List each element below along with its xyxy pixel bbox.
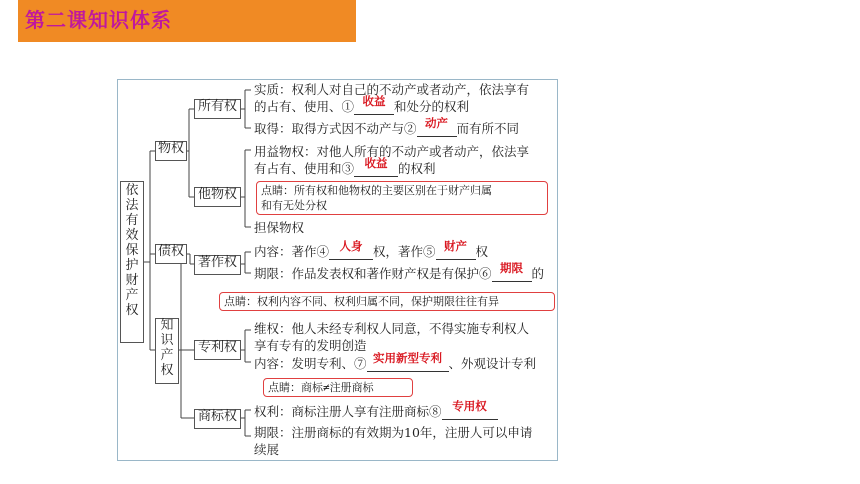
answer-1: 收益 bbox=[362, 94, 386, 108]
suoyouquan-shizhi-line2: 的占有、使用、① 收益 和处分的权利 bbox=[254, 94, 470, 114]
page-title: 第二课知识体系 bbox=[25, 8, 172, 32]
node-zhuzuoquan: 著作权 bbox=[194, 255, 241, 275]
node-wuquan: 物权 bbox=[155, 141, 187, 161]
answer-2: 动产 bbox=[425, 116, 449, 130]
tawuquan-yongyi-line1: 用益物权：对他人所有的不动产或者动产，依法享 bbox=[254, 144, 530, 159]
tawuquan-danbao: 担保物权 bbox=[254, 220, 305, 235]
shangbiaoquan-qixian-line2: 续展 bbox=[254, 442, 280, 457]
node-zhaiquan: 债权 bbox=[155, 244, 187, 264]
answer-3: 收益 bbox=[364, 156, 388, 170]
shangbiaoquan-quanli: 权利：商标注册人享有注册商标⑧ 专用权 bbox=[254, 403, 498, 420]
tawuquan-yongyi-line2: 有占有、使用和③ 收益 的权利 bbox=[254, 156, 436, 176]
node-suoyouquan: 所有权 bbox=[194, 99, 241, 119]
root-node: 依法有效保护财产权 bbox=[120, 181, 144, 343]
zhuzuoquan-neirong: 内容：著作④ 人身 权，著作⑤ 财产 权 bbox=[254, 239, 489, 259]
answer-4: 人身 bbox=[339, 239, 363, 253]
zhuzuoquan-qixian: 期限：作品发表权和著作财产权是有保护⑥ 期限 的 bbox=[254, 261, 545, 281]
answer-7: 实用新型专利 bbox=[373, 351, 443, 365]
suoyouquan-qude: 取得：取得方式因不动产与② 动产 而有所不同 bbox=[254, 116, 520, 136]
node-zhishi: 知识产权 bbox=[155, 318, 179, 384]
zhuanliquan-weiquan-line1: 维权：他人未经专利权人同意，不得实施专利权人 bbox=[254, 321, 530, 336]
tip-note-zhuzuoquan: 点睛：权利内容不同、权利归属不同，保护期限往往有异 bbox=[219, 292, 555, 311]
answer-8: 专用权 bbox=[452, 399, 487, 413]
answer-5: 财产 bbox=[444, 239, 468, 253]
answer-6: 期限 bbox=[500, 261, 524, 275]
node-shangbiaoquan: 商标权 bbox=[194, 409, 241, 429]
tip-note-tawuquan: 点睛：所有权和他物权的主要区别在于财产归属 和有无处分权 bbox=[256, 181, 548, 215]
suoyouquan-shizhi-line1: 实质：权利人对自己的不动产或者动产，依法享有 bbox=[254, 82, 530, 97]
zhuanliquan-neirong: 内容：发明专利、⑦ 实用新型专利 、外观设计专利 bbox=[254, 351, 537, 371]
shangbiaoquan-qixian-line1: 期限：注册商标的有效期为10年，注册人可以申请 bbox=[254, 425, 533, 440]
node-tawuquan: 他物权 bbox=[194, 187, 241, 207]
node-zhuanliquan: 专利权 bbox=[194, 340, 241, 360]
zhuanliquan-weiquan-line2: 享有专有的发明创造 bbox=[254, 338, 367, 353]
tip-note-zhuanliquan: 点睛：商标≠注册商标 bbox=[263, 378, 413, 397]
